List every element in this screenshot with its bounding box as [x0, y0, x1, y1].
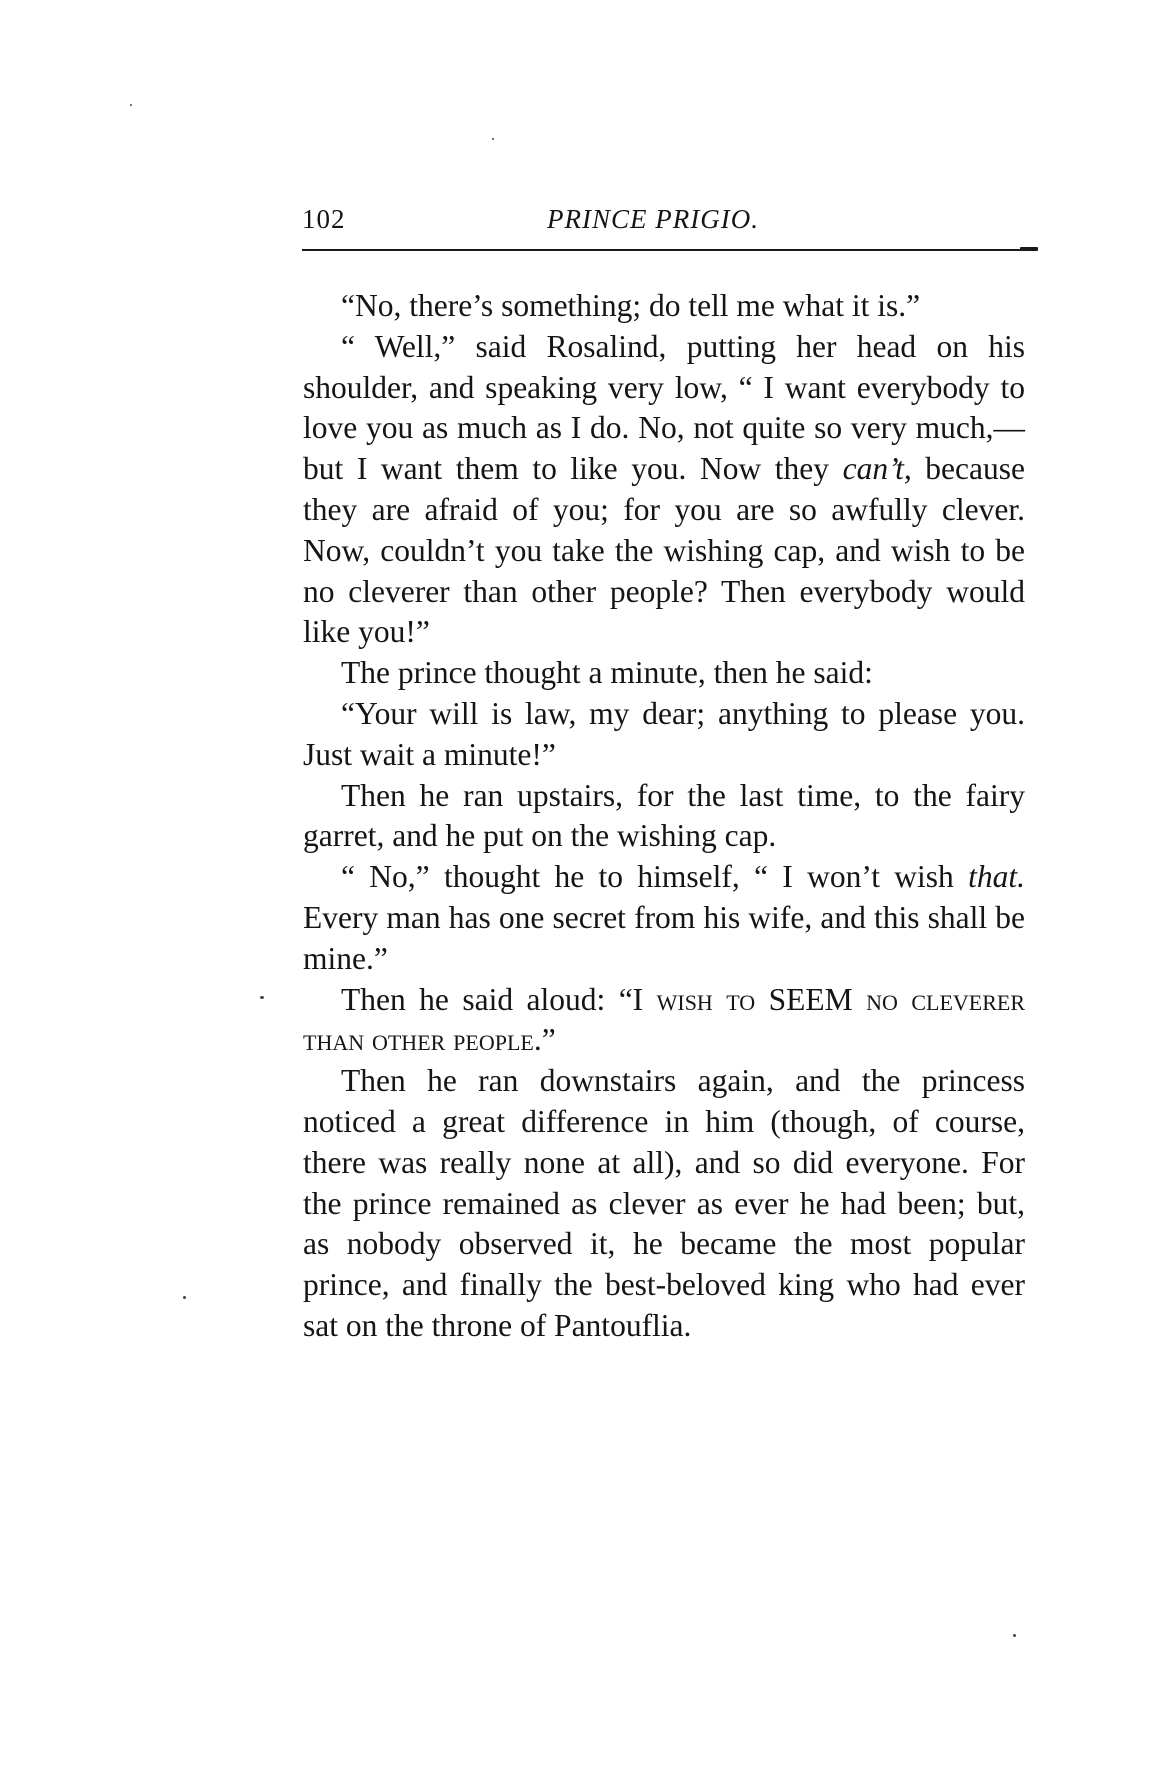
- text-run: Then he ran downstairs again, and the princess noticed a great difference in him (though, of course, there was really none at all), and so did everyone. For the prince remained as clever as ever he had been; but, as nobody observed it, he became the most popular prince, and finally the best-beloved king who had ever sat on the throne of Pantouflia.: [303, 1063, 1025, 1343]
- paragraph: [303, 327, 1025, 653]
- text-run: because they are afraid of you; for you are so awfully clever. Now, couldn’t you take the wishing cap, and wish to be no cleverer than other people? Then everybody would like you!”: [303, 451, 1025, 650]
- text-run: Then he ran upstairs, for the last time, to the fairy garret, and he put on the wishing cap.: [303, 777, 1025, 854]
- paragraph: [303, 776, 1025, 858]
- text-run: “No, there’s something; do tell me what it is.”: [341, 288, 921, 323]
- text-run: Every man has one secret from his wife, and this shall be mine.”: [303, 899, 1025, 976]
- page-number: 102: [302, 204, 346, 234]
- text-run: that.: [968, 859, 1025, 895]
- running-head: [302, 200, 1037, 244]
- text-run: ”: [541, 1022, 556, 1058]
- header-rule: [302, 249, 1037, 251]
- text-run: can’t,: [842, 451, 912, 487]
- text-run: “ No,” thought he to himself, “ I won’t wish: [341, 859, 969, 895]
- paragraph: [303, 653, 1025, 694]
- text-run: SEEM: [755, 981, 867, 1017]
- scan-speck: [1013, 1634, 1016, 1637]
- paragraph: [303, 857, 1025, 979]
- scan-speck: [130, 104, 132, 106]
- text-run: “Your will is law, my dear; anything to please you. Just wait a minute!”: [303, 695, 1025, 772]
- body-text: [303, 286, 1025, 1347]
- paragraph: [303, 1061, 1025, 1347]
- paragraph: [303, 980, 1025, 1062]
- scan-speck: [183, 1296, 186, 1299]
- text-run: wish to: [656, 981, 756, 1017]
- running-title: PRINCE PRIGIO.: [547, 204, 759, 234]
- paragraph: [303, 694, 1025, 776]
- text-run: Then he said aloud: “I: [341, 981, 657, 1017]
- scan-speck: [492, 138, 494, 140]
- header-rule-end: [1020, 247, 1038, 251]
- paragraph: [303, 286, 1025, 327]
- text-run: The prince thought a minute, then he said:: [341, 655, 873, 691]
- scan-speck: [260, 996, 264, 999]
- text-run: no cleverer than other people.: [303, 981, 1025, 1058]
- text-run: “ Well,” said Rosalind, putting her head on his shoulder, and speaking very low, “ I want everybody to love you as much as I do. No, not quite so very much,—but I want them to like you. Now they: [303, 328, 1025, 487]
